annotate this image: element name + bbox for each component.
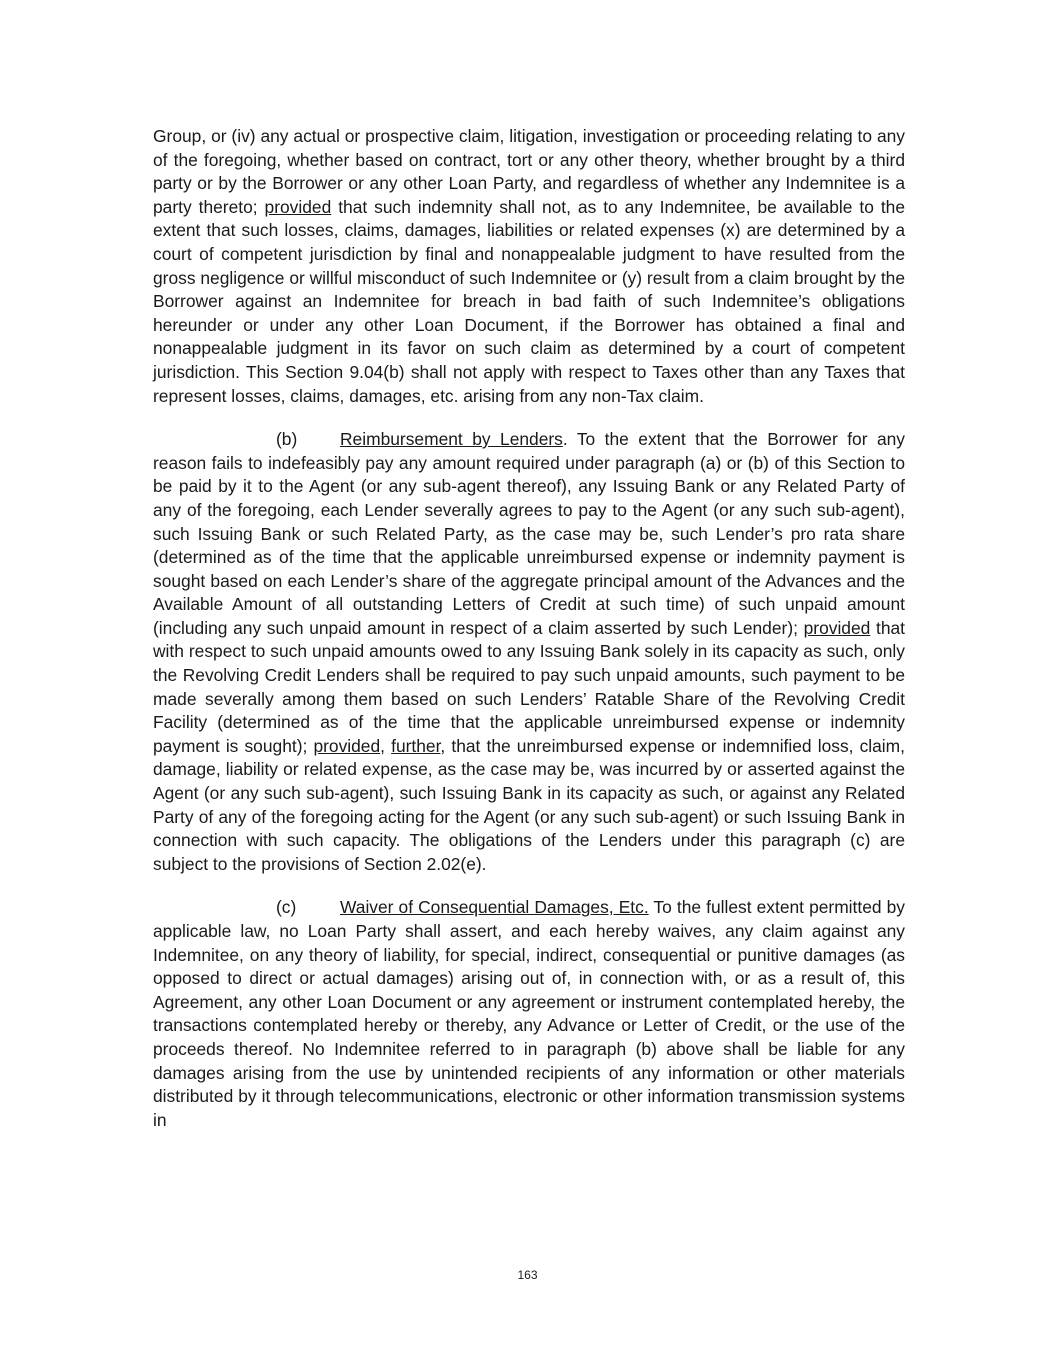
section-b-text-a: . To the extent that the Borrower for any reason fails to indefeasibly pay any amount required under paragraph (a) or (b) of this Section to be paid by it to the Agent (or any sub-agent thereof), any Issuing Bank or any Related Party of any of the foregoing, each Lender severally agrees to pay to the Agent (or any such sub-agent), such Issuing Bank or such Related Party, as the case may be, such Lender’s pro rata share (determined as of the time that the applicable unreimbursed expense or indemnity payment is sought based on each Lender’s share of the aggregate principal amount of the Advances and the Available Amount of all outstanding Letters of Credit at such time) of such unpaid amount (including any such unpaid amount in respect of a claim asserted by such Lender);	[153, 429, 906, 638]
section-b-comma: ,	[380, 735, 392, 756]
section-c-heading: Waiver of Consequential Damages, Etc.	[340, 897, 649, 918]
section-b-heading: Reimbursement by Lenders	[340, 429, 563, 450]
paragraph-section-b	[153, 428, 905, 876]
further-term: further	[391, 735, 441, 756]
section-b-text-b: that with respect to such unpaid amounts owed to any Issuing Bank solely in its capacity as such, only the Revolving Credit Lenders shall be required to pay such unpaid amounts, such payment to be made severally among them based on such Lenders’ Ratable Share of the Revolving Credit Facility (determined as of the time that the applicable unreimbursed expense or indemnity payment is sought);	[153, 617, 905, 756]
provided-term: provided	[803, 617, 871, 638]
section-b-label: (b)	[276, 429, 298, 450]
paragraph-section-c	[153, 896, 905, 1132]
paragraph-continuation	[153, 125, 905, 408]
continuation-text-a: Group, or (iv) any actual or prospective claim, litigation, investigation or proceeding relating to any of the foregoing, whether based on contract, tort or any other theory, whether brought by a third party or by the Borrower or any other Loan Party, and regardless of whether any Indemnitee is a party thereto;	[153, 126, 905, 217]
section-c-text-a: To the fullest extent permitted by applicable law, no Loan Party shall assert, and each hereby waives, any claim against any Indemnitee, on any theory of liability, for special, indirect, consequential or punitive damages (as opposed to direct or actual damages) arising out of, in connection with, or as a result of, this Agreement, any other Loan Document or any agreement or instrument contemplated hereby, the transactions contemplated hereby or thereby, any Advance or Letter of Credit, or the use of the proceeds thereof. No Indemnitee referred to in paragraph (b) above shall be liable for any damages arising from the use by unintended recipients of any information or other materials distributed by it through telecommunications, electronic or other information transmission systems in	[153, 897, 905, 1130]
provided-term: provided	[313, 735, 381, 756]
section-b-text-c: , that the unreimbursed expense or indemnified loss, claim, damage, liability or related expense, as the case may be, was incurred by or asserted against the Agent (or any such sub-agent), such Issuing Bank in its capacity as such, or against any Related Party of any of the foregoing acting for the Agent (or any such sub-agent) or such Issuing Bank in connection with such capacity. The obligations of the Lenders under this paragraph (c) are subject to the provisions of Section 2.02(e).	[153, 735, 905, 874]
continuation-text-b: that such indemnity shall not, as to any Indemnitee, be available to the extent that such losses, claims, damages, liabilities or related expenses (x) are determined by a court of competent jurisdiction by final and nonappealable judgment to have resulted from the gross negligence or willful misconduct of such Indemnitee or (y) result from a claim brought by the Borrower against an Indemnitee for breach in bad faith of such Indemnitee’s obligations hereunder or under any other Loan Document, if the Borrower has obtained a final and nonappealable judgment in its favor on such claim as determined by a court of competent jurisdiction. This Section 9.04(b) shall not apply with respect to Taxes other than any Taxes that represent losses, claims, damages, etc. arising from any non-Tax claim.	[153, 196, 906, 406]
page-number: 163	[517, 1268, 538, 1282]
document-body	[153, 125, 905, 1132]
section-c-label: (c)	[276, 897, 297, 918]
provided-term: provided	[264, 196, 332, 217]
